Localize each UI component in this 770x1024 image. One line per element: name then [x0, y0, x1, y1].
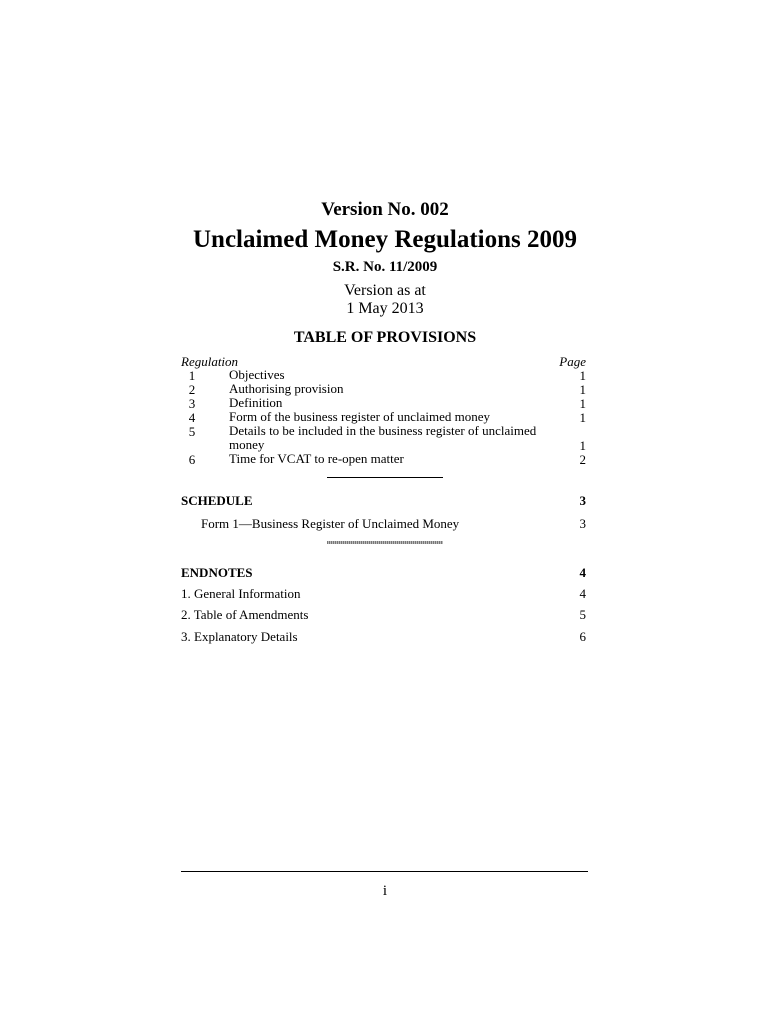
toc-row-title: Authorising provision — [229, 381, 344, 396]
schedule-page: 3 — [579, 493, 586, 508]
schedule-item-page: 3 — [579, 516, 586, 531]
version-as-at-date: 1 May 2013 — [346, 300, 424, 317]
toc-row-title: Objectives — [229, 367, 285, 382]
endnotes-page: 4 — [579, 565, 586, 580]
toc-row-number: 2 — [188, 382, 196, 397]
version-as-at-label: Version as at — [344, 282, 426, 299]
toc-row-title: Form of the business register of unclaimed money — [229, 409, 491, 424]
toc-row-page: 1 — [579, 438, 586, 453]
section-divider-dotted — [327, 541, 443, 544]
version-date — [0, 282, 770, 318]
footer-rule — [181, 871, 588, 872]
page-number: i — [382, 883, 388, 899]
endnote-item-title: 2. Table of Amendments — [181, 607, 309, 622]
schedule-item-title: Form 1—Business Register of Unclaimed Money — [201, 516, 460, 531]
version-number: Version No. 002 — [321, 199, 449, 220]
toc-row-page: 1 — [579, 368, 586, 383]
endnote-item-title: 3. Explanatory Details — [181, 629, 298, 644]
toc-row-page: 1 — [579, 382, 586, 397]
toc-row-page: 1 — [579, 410, 586, 425]
document-title: Unclaimed Money Regulations 2009 — [192, 226, 578, 253]
endnote-item-title: 1. General Information — [181, 586, 301, 601]
toc-row-number: 4 — [188, 410, 196, 425]
toc-row-title: Time for VCAT to re-open matter — [229, 451, 404, 466]
endnote-item-page: 4 — [579, 586, 586, 601]
toc-column-regulation: Regulation — [181, 354, 239, 369]
toc-row-title: Details to be included in the business register of unclaimed — [229, 423, 537, 438]
toc-column-page: Page — [559, 354, 586, 369]
endnote-item-page: 5 — [579, 607, 586, 622]
endnotes-heading: ENDNOTES — [181, 565, 253, 580]
toc-row-number: 1 — [188, 368, 196, 383]
toc-heading: TABLE OF PROVISIONS — [293, 329, 477, 346]
toc-row-title-continued: money — [229, 437, 265, 452]
toc-row-title: Definition — [229, 395, 283, 410]
statutory-rule-number: S.R. No. 11/2009 — [332, 259, 438, 275]
schedule-heading: SCHEDULE — [181, 493, 253, 508]
toc-row-number: 3 — [188, 396, 196, 411]
section-divider — [327, 477, 443, 478]
toc-row-page: 2 — [579, 452, 586, 467]
toc-row-number: 5 — [188, 424, 196, 439]
toc-row-number: 6 — [188, 452, 196, 467]
toc-row-page: 1 — [579, 396, 586, 411]
endnote-item-page: 6 — [579, 629, 586, 644]
